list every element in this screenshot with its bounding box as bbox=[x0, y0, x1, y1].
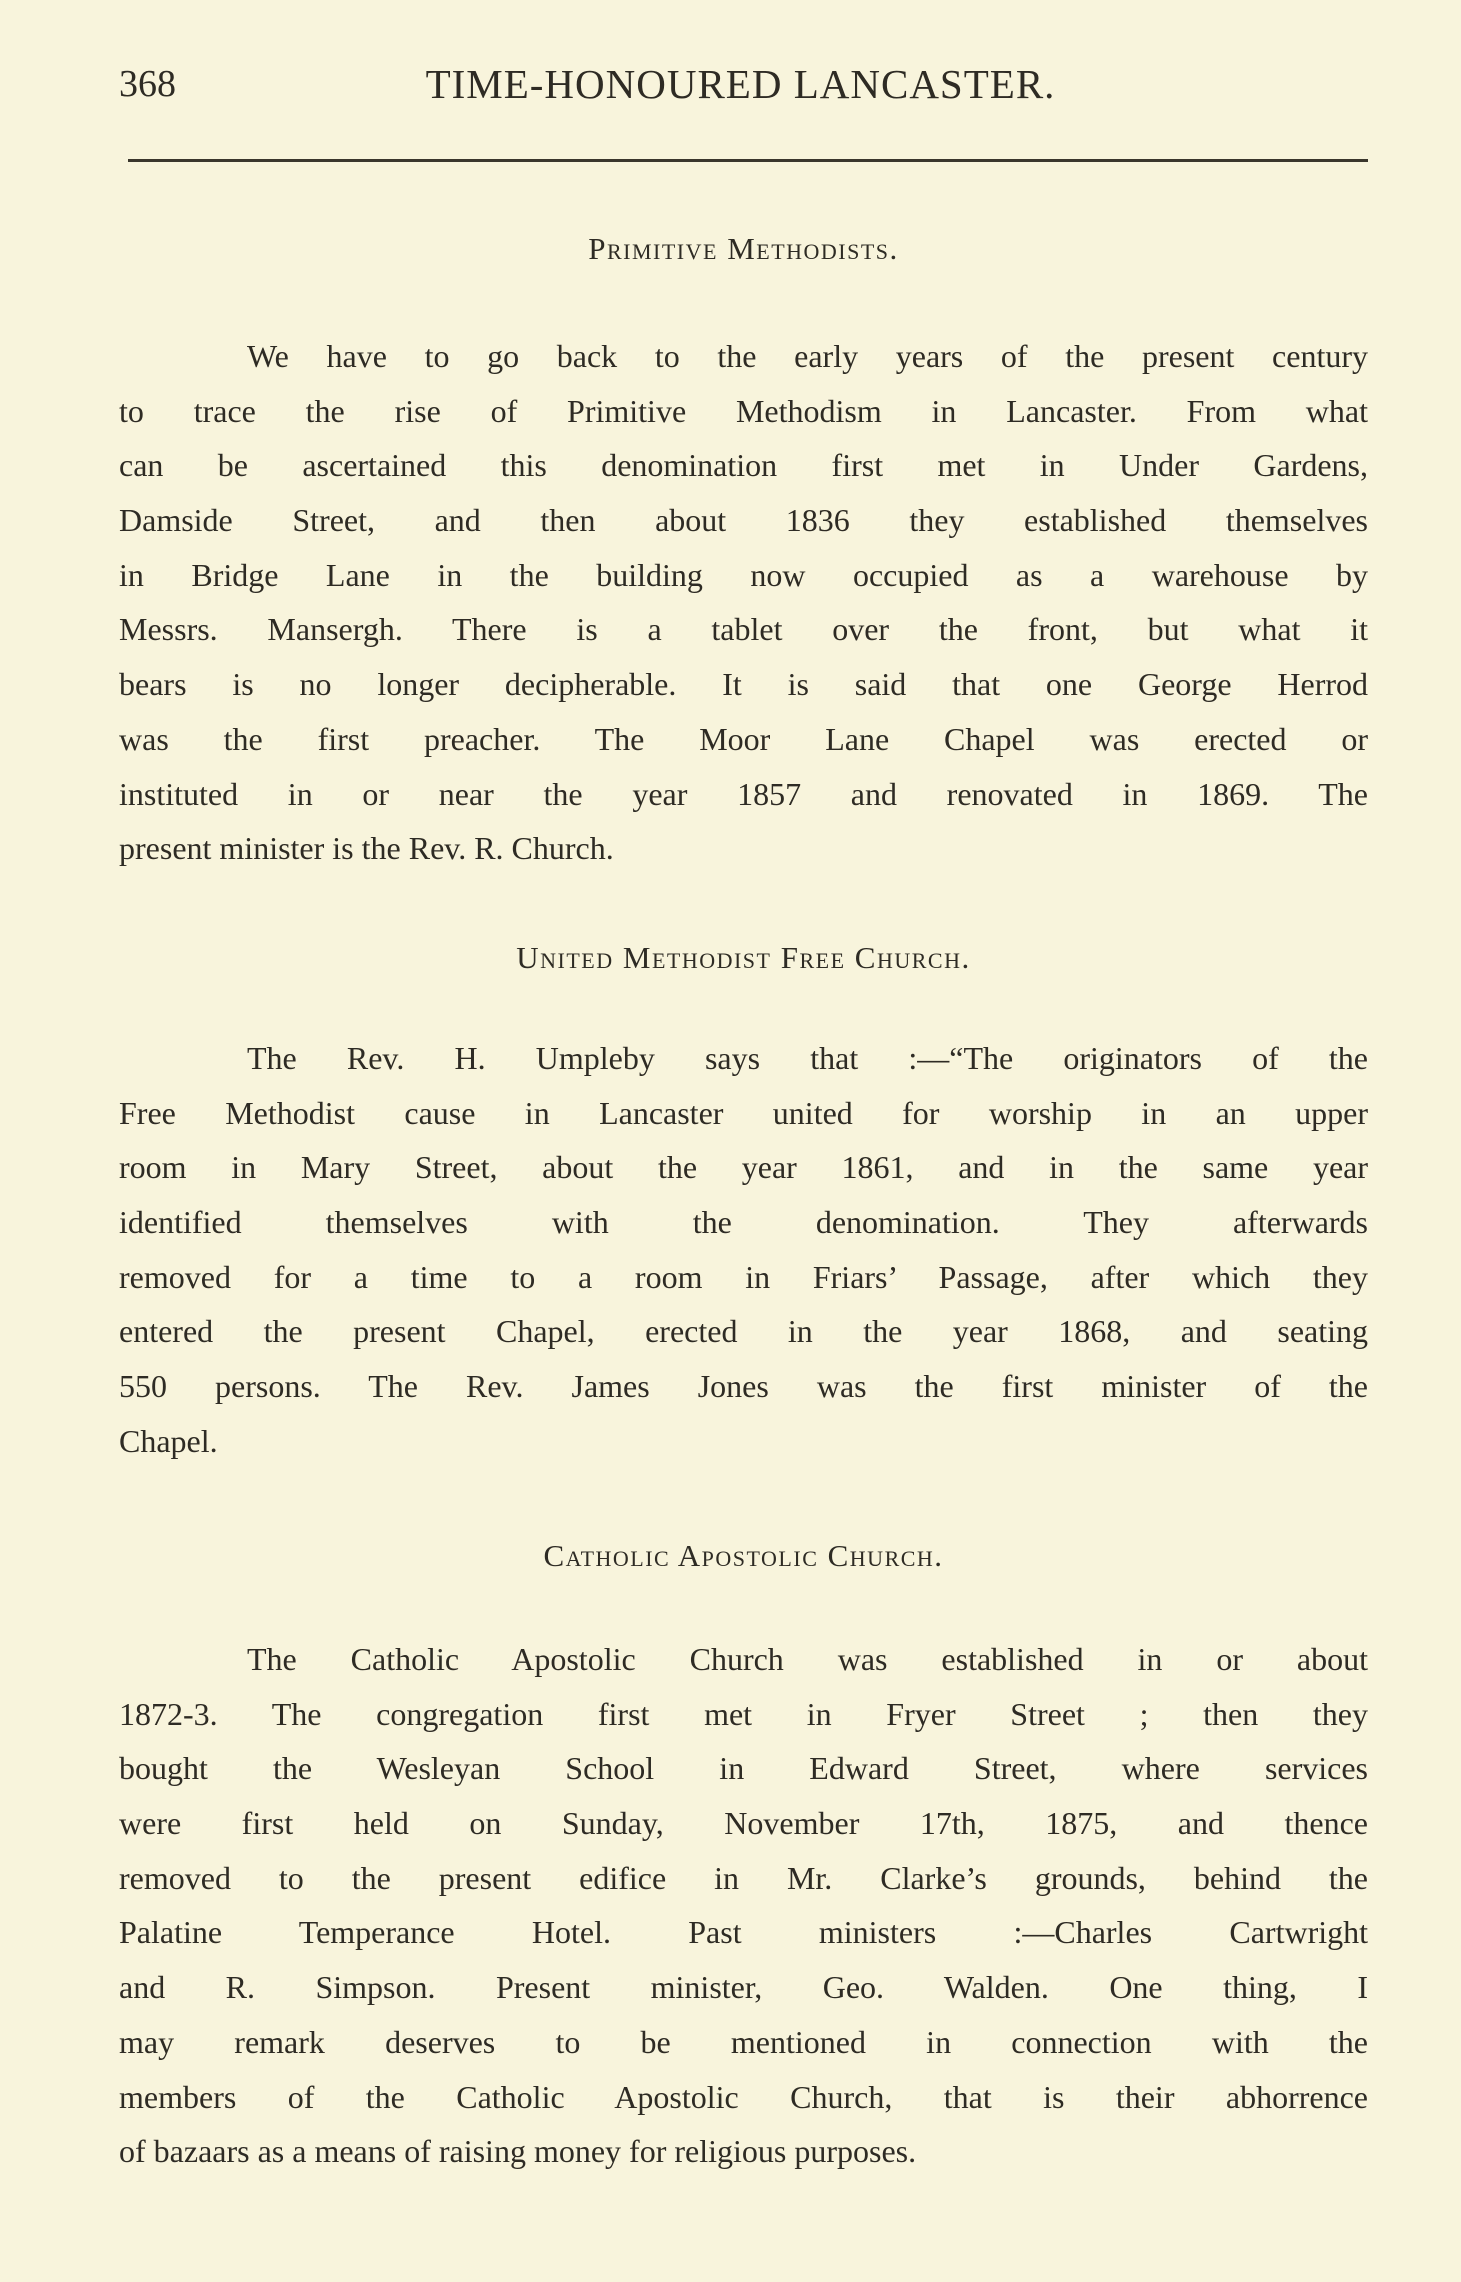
text-line: and R. Simpson. Present minister, Geo. Walden. One thing, I bbox=[119, 1969, 1368, 2006]
text-line: may remark deserves to be mentioned in connection with the bbox=[119, 2023, 1368, 2060]
text-line: bears is no longer decipherable. It is said that one George Herrod bbox=[119, 666, 1368, 703]
text-line: Free Methodist cause in Lancaster united for worship in an upper bbox=[119, 1094, 1368, 1131]
text-line: members of the Catholic Apostolic Church, that is their abhorrence bbox=[119, 2078, 1368, 2115]
text-line: 550 persons. The Rev. James Jones was the first minister of the bbox=[119, 1368, 1368, 1405]
section-heading-united-methodist: United Methodist Free Church. bbox=[516, 940, 971, 975]
text-line: The Catholic Apostolic Church was established in or about bbox=[247, 1641, 1368, 1677]
page-number: 368 bbox=[119, 63, 176, 105]
text-line: to trace the rise of Primitive Methodism in Lancaster. From what bbox=[119, 392, 1368, 429]
text-line: were first held on Sunday, November 17th, 1875, and thence bbox=[119, 1805, 1368, 1842]
text-line: Messrs. Mansergh. There is a tablet over the front, but what it bbox=[119, 611, 1368, 648]
text-line: in Bridge Lane in the building now occupied as a warehouse by bbox=[119, 556, 1368, 593]
text-line: We have to go back to the early years of the present century bbox=[247, 338, 1368, 374]
paragraph-united-methodist bbox=[119, 1031, 1368, 1469]
text-line: of bazaars as a means of raising money for religious purposes. bbox=[119, 2133, 917, 2170]
header-rule bbox=[128, 159, 1368, 162]
text-line: removed to the present edifice in Mr. Clarke’s grounds, behind the bbox=[119, 1859, 1368, 1896]
text-line: identified themselves with the denomination. They afterwards bbox=[119, 1204, 1368, 1241]
text-line: The Rev. H. Umpleby says that :—“The originators of the bbox=[247, 1040, 1368, 1076]
paragraph-primitive-methodists bbox=[119, 329, 1368, 876]
section-heading-catholic-apostolic: Catholic Apostolic Church. bbox=[543, 1538, 944, 1573]
text-line: Palatine Temperance Hotel. Past ministers :—Charles Cartwright bbox=[119, 1914, 1368, 1951]
text-line: can be ascertained this denomination first met in Under Gardens, bbox=[119, 447, 1368, 484]
text-line: was the first preacher. The Moor Lane Chapel was erected or bbox=[119, 720, 1368, 757]
text-line: removed for a time to a room in Friars’ Passage, after which they bbox=[119, 1258, 1368, 1295]
paragraph-catholic-apostolic bbox=[119, 1632, 1368, 2179]
text-line: bought the Wesleyan School in Edward Street, where services bbox=[119, 1750, 1368, 1787]
text-line: 1872-3. The congregation first met in Fryer Street ; then they bbox=[119, 1695, 1368, 1732]
running-title: TIME-HONOURED LANCASTER. bbox=[425, 61, 1056, 107]
text-line: Damside Street, and then about 1836 they established themselves bbox=[119, 502, 1368, 539]
section-heading-primitive-methodists: Primitive Methodists. bbox=[588, 231, 899, 266]
text-line: present minister is the Rev. R. Church. bbox=[119, 830, 614, 867]
text-line: instituted in or near the year 1857 and renovated in 1869. The bbox=[119, 775, 1368, 812]
text-line: entered the present Chapel, erected in the year 1868, and seating bbox=[119, 1313, 1368, 1350]
text-line: room in Mary Street, about the year 1861, and in the same year bbox=[119, 1149, 1368, 1186]
text-line: Chapel. bbox=[119, 1422, 218, 1459]
